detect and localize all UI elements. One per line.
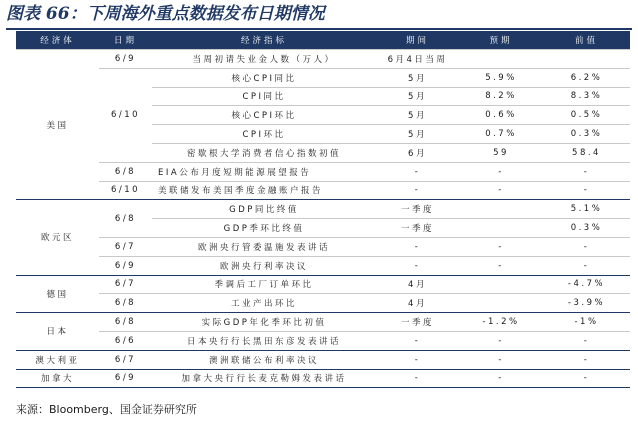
previous-cell: 8.3% [543,87,630,106]
header-expected: 预期 [459,31,543,50]
period-cell: 5月 [376,87,459,106]
previous-cell: - [543,256,630,275]
indicator-cell: 核心CPI同比 [152,68,376,87]
date-cell: 6/7 [99,350,152,369]
indicator-cell: EIA公布月度短期能源展望报告 [152,162,376,181]
indicator-cell: 密歇根大学消费者信心指数初值 [152,143,376,162]
table-header-row [16,31,630,50]
period-cell: 一季度 [376,313,459,332]
previous-cell: - [543,350,630,369]
indicator-cell: CPI同比 [152,87,376,106]
previous-cell: 58.4 [543,143,630,162]
table-row [16,331,630,350]
expected-cell: 8.2% [459,87,543,106]
date-cell: 6/7 [99,275,152,294]
previous-cell: 0.3% [543,219,630,238]
date-cell: 6/10 [99,68,152,162]
indicator-cell: 季调后工厂订单环比 [152,275,376,294]
expected-cell: - [459,350,543,369]
previous-cell: - [543,369,630,388]
period-cell: 5月 [376,68,459,87]
expected-cell: 0.7% [459,125,543,144]
date-cell: 6/8 [99,294,152,313]
period-cell: - [376,237,459,256]
date-cell: 6/8 [99,200,152,238]
indicator-cell: 加拿大央行行长麦克勒姆发表讲话 [152,369,376,388]
expected-cell [459,275,543,294]
expected-cell: 0.6% [459,106,543,125]
period-cell: - [376,331,459,350]
source-note: 来源：Bloomberg、国金证券研究所 [16,403,197,416]
economy-cell: 澳大利亚 [16,350,99,369]
title-bar [6,2,632,30]
date-cell: 6/9 [99,369,152,388]
period-cell: 4月 [376,294,459,313]
expected-cell [459,294,543,313]
previous-cell: 6.2% [543,68,630,87]
header-date: 日期 [99,31,152,50]
expected-cell: - [459,256,543,275]
indicator-cell: 欧洲央行利率决议 [152,256,376,275]
header-indicator: 经济指标 [152,31,376,50]
date-cell: 6/9 [99,256,152,275]
date-cell: 6/9 [99,50,152,69]
indicator-cell: 澳洲联储公布利率决议 [152,350,376,369]
date-cell: 6/7 [99,237,152,256]
table-row [16,294,630,313]
header-previous: 前值 [543,31,630,50]
indicator-cell: 当周初请失业金人数（万人） [152,50,376,69]
expected-cell: - [459,331,543,350]
date-cell: 6/8 [99,162,152,181]
expected-cell: - [459,369,543,388]
period-cell: 4月 [376,275,459,294]
expected-cell: - [459,162,543,181]
previous-cell: 5.1% [543,200,630,219]
expected-cell [459,50,543,69]
period-cell: 一季度 [376,219,459,238]
table-row [16,237,630,256]
expected-cell: 5.9% [459,68,543,87]
date-cell: 6/10 [99,181,152,200]
previous-cell: - [543,331,630,350]
period-cell: - [376,256,459,275]
table-row [16,181,630,200]
indicator-cell: 实际GDP年化季环比初值 [152,313,376,332]
previous-cell: - [543,181,630,200]
table-row [16,200,630,219]
expected-cell: - [459,181,543,200]
period-cell: 一季度 [376,200,459,219]
indicator-cell: 美联储发布美国季度金融账户报告 [152,181,376,200]
previous-cell: - [543,237,630,256]
economy-cell: 加拿大 [16,369,99,388]
table-row [16,350,630,369]
table-row [16,313,630,332]
previous-cell: -3.9% [543,294,630,313]
table-row [16,68,630,87]
table-row [16,369,630,388]
table-row [16,162,630,181]
previous-cell: 0.3% [543,125,630,144]
table-row [16,256,630,275]
expected-cell: 59 [459,143,543,162]
indicator-cell: 日本央行行长黑田东彦发表讲话 [152,331,376,350]
expected-cell: - [459,237,543,256]
period-cell: 6月 [376,143,459,162]
economy-cell: 欧元区 [16,200,99,275]
period-cell: - [376,369,459,388]
period-cell: - [376,181,459,200]
period-cell: 5月 [376,125,459,144]
previous-cell: -1% [543,313,630,332]
period-cell: 6月4日当周 [376,50,459,69]
indicator-cell: CPI环比 [152,125,376,144]
indicator-cell: 工业产出环比 [152,294,376,313]
expected-cell [459,219,543,238]
previous-cell: - [543,162,630,181]
previous-cell [543,50,630,69]
date-cell: 6/8 [99,313,152,332]
indicator-cell: 欧洲央行管委温施发表讲话 [152,237,376,256]
previous-cell: 0.5% [543,106,630,125]
release-schedule-table [16,31,630,388]
indicator-cell: 核心CPI环比 [152,106,376,125]
expected-cell: -1.2% [459,313,543,332]
period-cell: 5月 [376,106,459,125]
economy-cell: 日本 [16,313,99,351]
period-cell: - [376,350,459,369]
indicator-cell: GDP同比终值 [152,200,376,219]
title-underline [6,28,632,30]
table-row [16,275,630,294]
page-title: 图表 66：下周海外重点数据发布日期情况 [6,4,325,24]
header-period: 期间 [376,31,459,50]
table-row [16,50,630,69]
header-economy: 经济体 [16,31,99,50]
expected-cell [459,200,543,219]
previous-cell: -4.7% [543,275,630,294]
economy-cell: 德国 [16,275,99,313]
indicator-cell: GDP季环比终值 [152,219,376,238]
date-cell: 6/6 [99,331,152,350]
period-cell: - [376,162,459,181]
economy-cell: 美国 [16,50,99,200]
